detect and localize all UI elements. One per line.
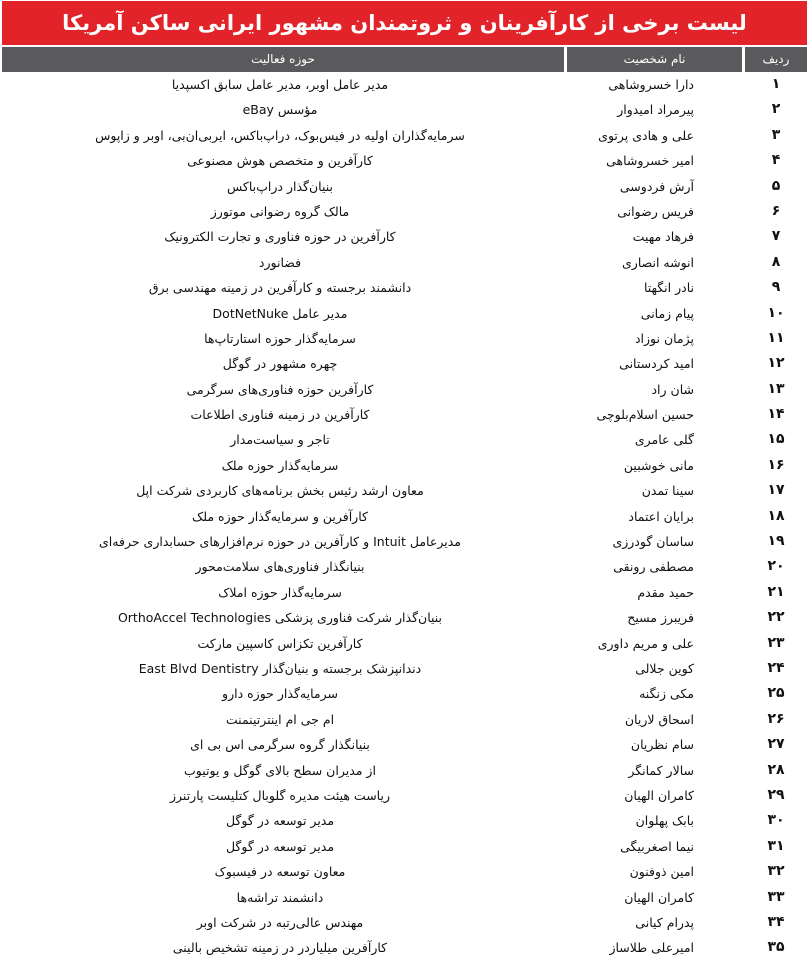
row-number: ۲۲ — [767, 609, 785, 626]
person-name: پدرام کیانی — [635, 914, 694, 930]
person-name: شان راد — [651, 381, 694, 397]
activity-field: مؤسس eBay — [242, 102, 318, 118]
person-name: کامران الهیان — [624, 889, 694, 905]
person-name: حسین اسلام‌بلوچی — [596, 407, 694, 423]
activity-field: مالک گروه رضوانی موتورز — [210, 203, 350, 219]
infographic-page — [0, 1, 809, 965]
person-name: مصطفی رونقی — [613, 559, 694, 575]
row-number: ۲۶ — [767, 710, 785, 727]
activity-field: سرمایه‌گذاران اولیه در فیس‌بوک، دراپ‌باکس، ایربی‌ان‌بی، اوبر و زاپوس — [95, 127, 465, 143]
activity-field: مدیر عامل DotNetNuke — [212, 305, 348, 321]
activity-field: بنیان‌گذار دراپ‌باکس — [226, 178, 334, 194]
person-name: فرهاد مهیت — [632, 229, 694, 245]
row-number: ۳۵ — [767, 939, 785, 956]
activity-field: مدیر توسعه در گوگل — [225, 838, 335, 854]
person-name: کامران الهیان — [624, 787, 694, 803]
activity-field: کارآفرین در زمینه فناوری اطلاعات — [190, 407, 370, 423]
person-name: نیما اصغربیگی — [620, 838, 694, 854]
person-name: مانی خوشبین — [623, 457, 694, 473]
activity-field: سرمایه‌گذار حوزه استارتاپ‌ها — [204, 330, 356, 346]
table-row — [2, 631, 807, 656]
row-number: ۱ — [771, 76, 781, 92]
activity-field: مهندس عالی‌رتبه در شرکت اوبر — [196, 914, 364, 930]
activity-field: کارآفرین و سرمایه‌گذار حوزه ملک — [192, 508, 368, 524]
person-name: پژمان نوزاد — [634, 330, 694, 346]
table-row — [2, 402, 807, 427]
table-row — [2, 478, 807, 503]
table-row — [2, 859, 807, 884]
table-row — [2, 453, 807, 478]
table-row — [2, 224, 807, 249]
activity-field: کارآفرین و متخصص هوش مصنوعی — [187, 153, 373, 169]
person-name: امین ذوفنون — [629, 864, 694, 880]
row-number: ۲۸ — [767, 761, 785, 778]
activity-field: تاجر و سیاست‌مدار — [230, 432, 330, 448]
activity-field: بنیانگذار فناوری‌های سلامت‌محور — [195, 559, 365, 575]
row-number: ۱۲ — [767, 355, 785, 372]
table-row — [2, 758, 807, 783]
row-number: ۲۴ — [767, 659, 785, 676]
table-row — [2, 554, 807, 579]
person-name: امیرعلی طلاساز — [609, 940, 694, 956]
table-row — [2, 808, 807, 833]
table-row — [2, 275, 807, 300]
row-number: ۳ — [771, 126, 781, 143]
table-row — [2, 935, 807, 960]
activity-field: دندانپزشک برجسته و بنیان‌گذار East Blvd Dentistry — [138, 660, 422, 676]
activity-field: کارآفرین در حوزه فناوری و تجارت الکترونیک — [164, 229, 396, 245]
table-row — [2, 681, 807, 706]
row-number: ۷ — [771, 228, 781, 245]
table-row — [2, 885, 807, 910]
row-number: ۳۴ — [767, 913, 785, 930]
activity-field: سرمایه‌گذار حوزه ملک — [221, 457, 339, 473]
activity-field: سرمایه‌گذار حوزه املاک — [218, 584, 342, 600]
activity-field: معاون ارشد رئیس بخش برنامه‌های کاربردی شرکت اپل — [136, 483, 424, 499]
person-name: امیر خسروشاهی — [606, 153, 694, 169]
row-number: ۳۲ — [767, 863, 785, 880]
header-field: حوزه فعالیت — [2, 47, 564, 72]
activity-field: دانشمند برجسته و کارآفرین در زمینه مهندسی برق — [148, 280, 412, 296]
person-name: علی و مریم داوری — [597, 635, 694, 651]
table-row — [2, 97, 807, 122]
table-row — [2, 529, 807, 554]
row-number: ۸ — [771, 253, 781, 270]
activity-field: سرمایه‌گذار حوزه دارو — [222, 686, 338, 702]
row-number: ۲۳ — [767, 634, 785, 651]
activity-field: ریاست هیئت مدیره گلوبال کتلیست پارتنرز — [169, 787, 390, 803]
activity-field: مدیر عامل اوبر، مدیر عامل سابق اکسپدیا — [171, 77, 389, 92]
row-number: ۶ — [771, 202, 781, 219]
row-number: ۱۰ — [767, 304, 785, 321]
person-name: علی و هادی پرتوی — [598, 127, 694, 143]
row-number: ۳۱ — [767, 837, 785, 854]
row-number: ۹ — [771, 279, 781, 296]
row-number: ۴ — [771, 152, 781, 169]
activity-field: دانشمند تراشه‌ها — [236, 889, 324, 905]
row-number: ۱۵ — [767, 431, 785, 448]
table-row — [2, 301, 807, 326]
table-row — [2, 605, 807, 630]
person-name: نادر انگهتا — [643, 280, 694, 296]
activity-field: فضانورد — [258, 254, 302, 270]
person-name: ساسان گودرزی — [612, 534, 694, 550]
person-name: اسحاق لاریان — [624, 711, 694, 727]
row-number: ۵ — [771, 177, 781, 194]
table-row — [2, 174, 807, 199]
person-name: سام نظریان — [630, 737, 694, 753]
row-number: ۱۸ — [767, 507, 785, 524]
activity-field: مدیرعامل Intuit و کارآفرین در حوزه نرم‌افزارهای حسابداری حرفه‌ای — [99, 534, 461, 550]
table-row — [2, 148, 807, 173]
activity-field: معاون توسعه در فیسبوک — [214, 864, 346, 880]
person-name: سالار کمانگر — [628, 762, 694, 778]
person-name: آرش فردوسی — [619, 178, 694, 194]
person-name: حمید مقدم — [637, 584, 694, 600]
activity-field: چهره مشهور در گوگل — [222, 356, 338, 372]
activity-field: از مدیران سطح بالای گوگل و یوتیوب — [184, 762, 376, 778]
table-row — [2, 910, 807, 935]
activity-field: کارآفرین حوزه فناوری‌های سرگرمی — [186, 381, 374, 397]
row-number: ۱۴ — [767, 406, 785, 423]
row-number: ۲۰ — [767, 558, 785, 575]
table-body — [2, 72, 807, 961]
table-row — [2, 656, 807, 681]
person-name: کوین جلالی — [635, 660, 694, 676]
person-name: پیام زمانی — [640, 305, 694, 321]
table-row — [2, 707, 807, 732]
activity-field: بنیان‌گذار شرکت فناوری پزشکی OrthoAccel Technologies — [117, 610, 443, 626]
row-number: ۳۳ — [767, 888, 785, 905]
row-number: ۱۳ — [767, 380, 785, 397]
page-title: لیست برخی از کارآفرینان و ثروتمندان مشهور ایرانی ساکن آمریکا — [2, 1, 807, 45]
row-number: ۳۰ — [767, 812, 785, 829]
person-name: انوشه انصاری — [622, 254, 694, 270]
person-name: پیرمراد امیدوار — [617, 102, 694, 118]
activity-field: کارآفرین میلیاردر در زمینه تشخیص بالینی — [172, 940, 388, 956]
row-number: ۱۱ — [767, 329, 785, 346]
person-name: امید کردستانی — [619, 356, 694, 372]
person-name: گلی عامری — [634, 432, 694, 448]
table-row — [2, 72, 807, 97]
table-row — [2, 580, 807, 605]
table-row — [2, 123, 807, 148]
table-row — [2, 732, 807, 757]
row-number: ۲۱ — [767, 583, 785, 600]
table-row — [2, 377, 807, 402]
table-row — [2, 504, 807, 529]
table-row — [2, 351, 807, 376]
person-name: فریبرز مسیح — [627, 610, 694, 626]
row-number: ۱۷ — [767, 482, 785, 499]
person-name: بابک پهلوان — [635, 813, 694, 829]
person-name: فریس رضوانی — [617, 203, 694, 219]
header-name: نام شخصیت — [567, 47, 742, 72]
table-row — [2, 834, 807, 859]
row-number: ۲۵ — [767, 685, 785, 702]
table-row — [2, 326, 807, 351]
activity-field: بنیانگذار گروه سرگرمی اس بی ای — [190, 737, 370, 753]
table-row — [2, 783, 807, 808]
activity-field: مدیر توسعه در گوگل — [225, 813, 335, 829]
table-row — [2, 427, 807, 452]
activity-field: کارآفرین تکزاس کاسپین مارکت — [197, 635, 363, 651]
person-name: سینا تمدن — [641, 483, 694, 499]
header-number: ردیف — [745, 47, 807, 72]
activity-field: ام جی ام اینترتینمنت — [225, 711, 335, 727]
table-row — [2, 250, 807, 275]
table-header — [2, 47, 807, 72]
row-number: ۲ — [771, 101, 781, 118]
row-number: ۲۹ — [767, 786, 785, 803]
table-row — [2, 199, 807, 224]
row-number: ۱۹ — [767, 533, 785, 550]
person-name: مکی زنگنه — [639, 686, 694, 702]
row-number: ۱۶ — [767, 456, 785, 473]
person-name: برایان اعتماد — [628, 508, 694, 524]
row-number: ۲۷ — [767, 736, 785, 753]
person-name: دارا خسروشاهی — [608, 77, 694, 92]
